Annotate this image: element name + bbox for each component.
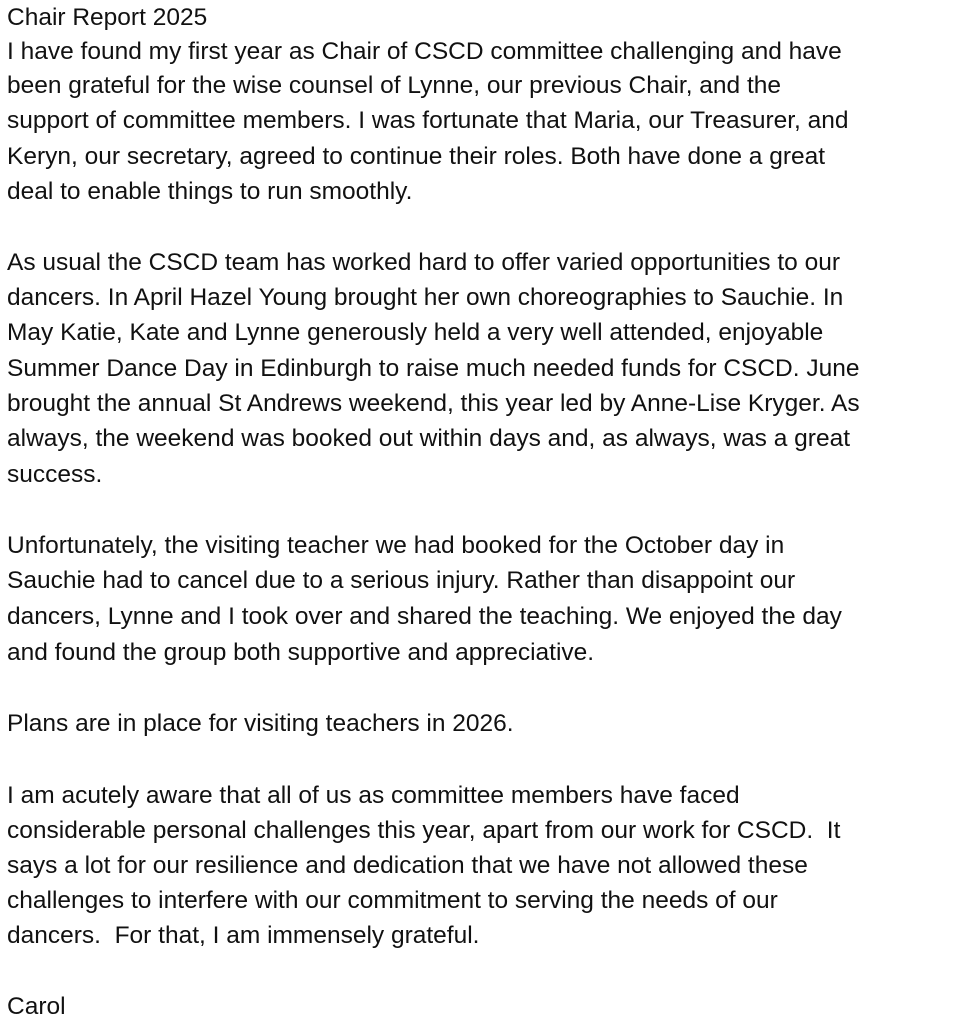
- paragraph-2-line-3: May Katie, Kate and Lynne generously held a very well attended, enjoyable: [7, 319, 824, 346]
- paragraph-2-line-6: always, the weekend was booked out within days and, as always, was a great: [7, 425, 851, 452]
- paragraph-5-line-2: considerable personal challenges this year, apart from our work for CSCD. It: [7, 817, 841, 844]
- paragraph-1-line-5: deal to enable things to run smoothly.: [7, 178, 413, 205]
- paragraph-3-line-4: and found the group both supportive and appreciative.: [7, 639, 595, 666]
- paragraph-3-line-1: Unfortunately, the visiting teacher we had booked for the October day in: [7, 532, 785, 559]
- paragraph-5-line-1: I am acutely aware that all of us as committee members have faced: [7, 782, 740, 809]
- paragraph-5-line-3: says a lot for our resilience and dedication that we have not allowed these: [7, 852, 808, 879]
- paragraph-1-line-2: been grateful for the wise counsel of Lynne, our previous Chair, and the: [7, 72, 782, 99]
- paragraph-1-line-3: support of committee members. I was fortunate that Maria, our Treasurer, and: [7, 107, 849, 134]
- paragraph-5-line-4: challenges to interfere with our commitment to serving the needs of our: [7, 887, 778, 914]
- paragraph-1-line-4: Keryn, our secretary, agreed to continue their roles. Both have done a great: [7, 143, 826, 170]
- paragraph-2-line-7: success.: [7, 461, 103, 488]
- paragraph-5-line-5: dancers. For that, I am immensely grateful.: [7, 922, 480, 949]
- paragraph-2-line-5: brought the annual St Andrews weekend, this year led by Anne-Lise Kryger. As: [7, 390, 860, 417]
- paragraph-3-line-3: dancers, Lynne and I took over and shared the teaching. We enjoyed the day: [7, 603, 842, 630]
- document-title: Chair Report 2025: [7, 4, 208, 31]
- paragraph-4-line-1: Plans are in place for visiting teachers in 2026.: [7, 710, 514, 737]
- paragraph-2-line-2: dancers. In April Hazel Young brought her own choreographies to Sauchie. In: [7, 284, 844, 311]
- paragraph-3-line-2: Sauchie had to cancel due to a serious injury. Rather than disappoint our: [7, 567, 796, 594]
- paragraph-1-line-1: I have found my first year as Chair of CSCD committee challenging and have: [7, 38, 842, 65]
- paragraph-2-line-1: As usual the CSCD team has worked hard to offer varied opportunities to our: [7, 249, 840, 276]
- signature: Carol: [7, 993, 66, 1020]
- paragraph-2-line-4: Summer Dance Day in Edinburgh to raise much needed funds for CSCD. June: [7, 355, 860, 382]
